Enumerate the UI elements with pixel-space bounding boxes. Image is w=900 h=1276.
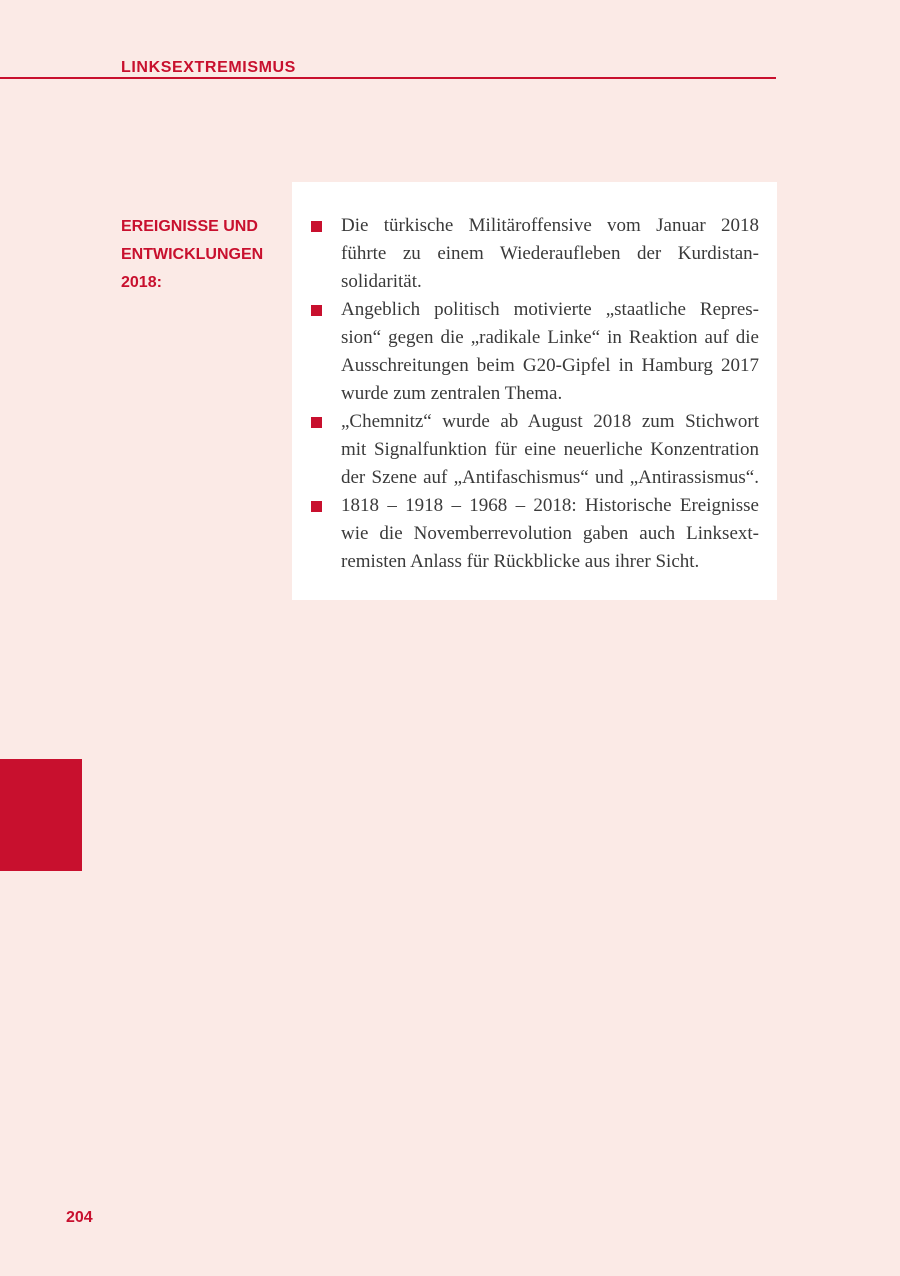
chapter-tab <box>0 759 82 871</box>
section-heading <box>121 213 286 297</box>
square-bullet-icon <box>311 305 322 316</box>
running-header: LINKSEXTREMISMUS <box>121 59 296 76</box>
list-item-line: solidarität. <box>341 271 422 292</box>
list-item-line: remisten Anlass für Rückblicke aus ihrer Sicht. <box>341 551 700 572</box>
list-item <box>292 296 777 408</box>
header-rule <box>0 77 776 79</box>
list-item-line: sion“ gegen die „radikale Linke“ in Reaktion auf die <box>341 327 759 348</box>
events-list <box>292 212 777 576</box>
list-item <box>292 212 777 296</box>
list-item <box>292 492 777 576</box>
list-item-line: mit Signalfunktion für eine neuerliche Konzentration <box>341 439 759 460</box>
page-number: 204 <box>66 1209 93 1226</box>
section-heading-line: 2018: <box>121 274 162 291</box>
list-item-line: Angeblich politisch motivierte „staatliche Repres- <box>341 299 759 320</box>
square-bullet-icon <box>311 221 322 232</box>
square-bullet-icon <box>311 417 322 428</box>
list-item <box>292 408 777 492</box>
list-item-line: wurde zum zentralen Thema. <box>341 383 563 404</box>
list-item-line: „Chemnitz“ wurde ab August 2018 zum Stichwort <box>341 411 759 432</box>
list-item-line: Ausschreitungen beim G20-Gipfel in Hamburg 2017 <box>341 355 759 376</box>
list-item-line: 1818 – 1918 – 1968 – 2018: Historische Ereignisse <box>341 495 759 516</box>
list-item-line: führte zu einem Wiederaufleben der Kurdistan- <box>341 243 759 264</box>
list-item-line: der Szene auf „Antifaschismus“ und „Antirassismus“. <box>341 467 759 488</box>
list-item-line: wie die Novemberrevolution gaben auch Linksext- <box>341 523 759 544</box>
section-heading-line: ENTWICKLUNGEN <box>121 246 264 263</box>
square-bullet-icon <box>311 501 322 512</box>
events-box <box>292 182 777 600</box>
list-item-line: Die türkische Militäroffensive vom Januar 2018 <box>341 215 759 236</box>
section-heading-line: EREIGNISSE UND <box>121 218 258 235</box>
